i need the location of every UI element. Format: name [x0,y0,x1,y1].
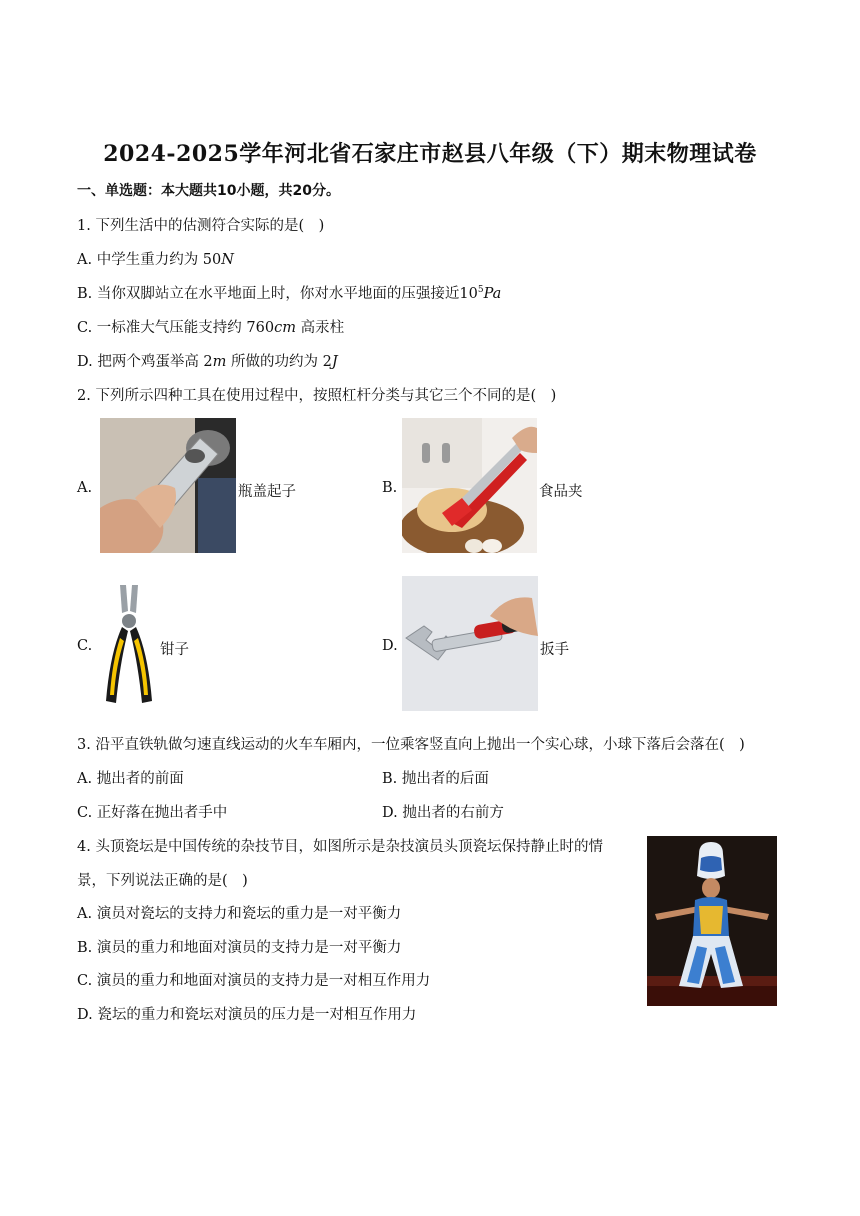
q4-stem-line1: 4. 头顶瓷坛是中国传统的杂技节目，如图所示是杂技演员头顶瓷坛保持静止时的情 [77,839,603,855]
q1-option-b: B. 当你双脚站立在水平地面上时，你对水平地面的压强接近$10^5Pa$ [77,285,502,302]
q2-option-d-letter: D. [382,638,398,654]
food-tongs-image [402,418,537,553]
q2-option-b-label: 食品夹 [539,484,583,500]
q3-option-a: A. 抛出者的前面 [77,771,184,787]
q4-option-a: A. 演员对瓷坛的支持力和瓷坛的重力是一对平衡力 [77,906,402,922]
q2-option-b-letter: B. [382,480,398,496]
q1-option-a: A. 中学生重力约为 50N [77,252,234,268]
q4-option-d: D. 瓷坛的重力和瓷坛对演员的压力是一对相互作用力 [77,1007,417,1023]
q1-option-c: C. 一标准大气压能支持约 760cm 高汞柱 [77,320,345,336]
q2-option-a-letter: A. [77,480,93,496]
q2-option-c-letter: C. [77,638,93,654]
q2-option-a-label: 瓶盖起子 [238,484,296,500]
q2-stem: 2. 下列所示四种工具在使用过程中，按照杠杆分类与其它三个不同的是( ) [77,388,557,404]
q3-option-c: C. 正好落在抛出者手中 [77,805,228,821]
q3-option-b: B. 抛出者的后面 [382,771,489,787]
q4-option-b: B. 演员的重力和地面对演员的支持力是一对平衡力 [77,940,402,956]
section-heading: 一、单选题：本大题共10小题，共20分。 [77,183,340,199]
q2-option-c-label: 钳子 [160,642,189,658]
wrench-image [402,576,538,711]
q3-stem: 3. 沿平直铁轨做匀速直线运动的火车车厢内，一位乘客竖直向上抛出一个实心球，小球下落后会落在( ) [77,737,745,753]
q1-option-d: D. 把两个鸡蛋举高 2m 所做的功约为 2J [77,354,338,370]
pliers-image [100,583,158,705]
q2-option-d-label: 扳手 [540,642,569,658]
q1-stem: 1. 下列生活中的估测符合实际的是( ) [77,218,325,234]
acrobat-photo [647,836,777,1006]
q4-stem-line2: 景，下列说法正确的是( ) [77,873,248,889]
q4-option-c: C. 演员的重力和地面对演员的支持力是一对相互作用力 [77,973,431,989]
bottle-opener-image [100,418,236,553]
q3-option-d: D. 抛出者的右前方 [382,805,504,821]
page-title: 2024-2025学年河北省石家庄市赵县八年级（下）期末物理试卷 [103,141,757,167]
